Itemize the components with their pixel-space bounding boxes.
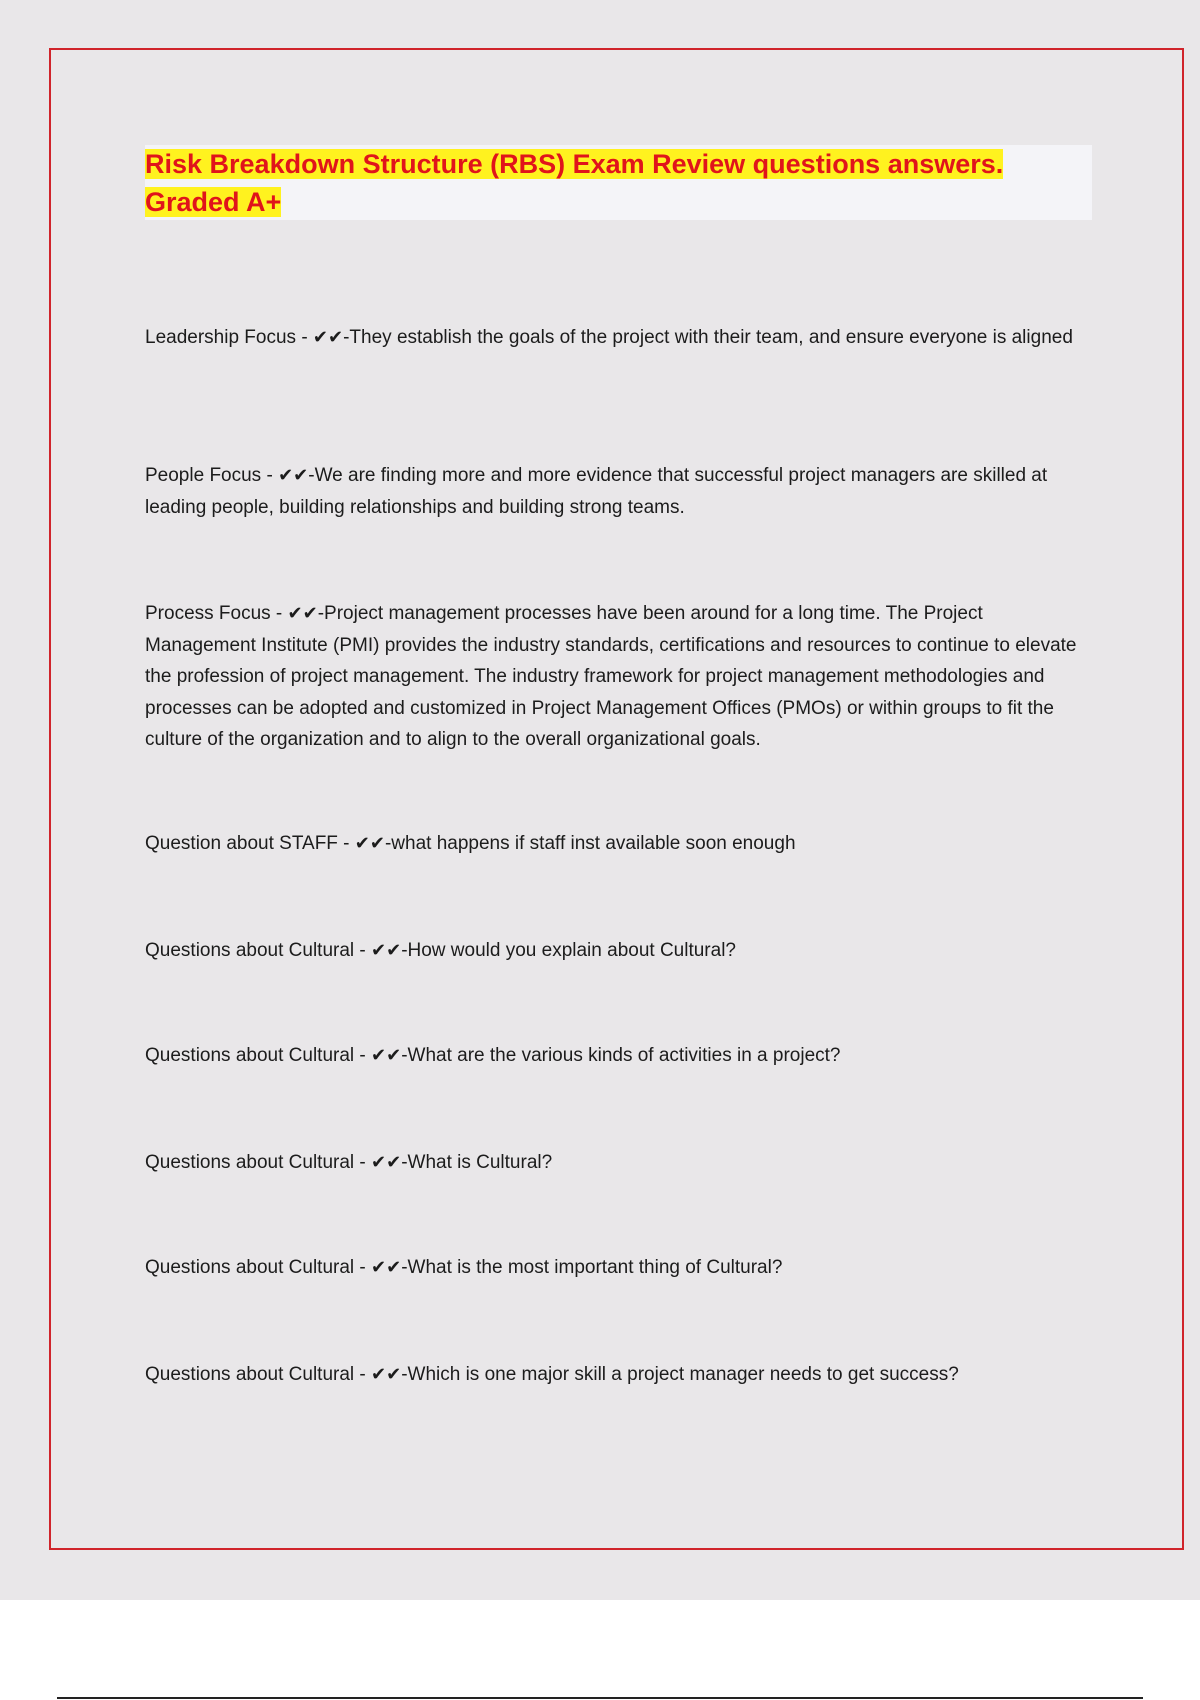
qa-entry <box>145 322 1095 354</box>
entry-term: Questions about Cultural - <box>145 1364 372 1385</box>
document-title-line-1: Risk Breakdown Structure (RBS) Exam Review questions answers. <box>145 149 1004 179</box>
entry-answer: -What is Cultural? <box>401 1152 553 1173</box>
checkmark-icon: ✔✔ <box>354 833 385 854</box>
checkmark-icon: ✔✔ <box>312 327 344 348</box>
qa-entry <box>145 1252 1095 1284</box>
qa-entry <box>145 598 1095 756</box>
entry-term: Leadership Focus - <box>145 327 313 348</box>
entry-term: Questions about Cultural - <box>145 1045 372 1066</box>
entry-term: Questions about Cultural - <box>145 940 372 961</box>
entry-answer: -How would you explain about Cultural? <box>401 940 736 961</box>
title-block <box>145 145 1092 220</box>
entry-term: Question about STAFF - <box>145 833 355 854</box>
checkmark-icon: ✔✔ <box>371 1152 402 1173</box>
qa-entry <box>145 1147 1095 1179</box>
qa-entry <box>145 1359 1095 1391</box>
entry-answer: -We are finding more and more evidence that successful project managers are skilled at leading people, building relationships and building strong teams. <box>145 465 1048 518</box>
entry-answer: -Project management processes have been around for a long time. The Project Management Institute (PMI) provides the industry standards, certifications and resources to continue to elevate the profession of project management. The industry framework for project management methodologies and processes can be adopted and customized in Project Management Offices (PMOs) or within groups to fit the culture of the organization and to align to the overall organizational goals. <box>145 603 1077 750</box>
entry-answer: -what happens if staff inst available soon enough <box>384 833 796 854</box>
next-page-strip <box>0 1600 1200 1700</box>
entry-answer: -What are the various kinds of activities in a project? <box>401 1045 841 1066</box>
document-title <box>145 145 1092 221</box>
checkmark-icon: ✔✔ <box>371 940 402 961</box>
entry-term: Process Focus - <box>145 603 288 624</box>
footer-divider <box>57 1697 1143 1699</box>
qa-entry <box>145 460 1095 523</box>
qa-entry <box>145 828 1095 860</box>
entry-answer: -They establish the goals of the project with their team, and ensure everyone is aligned <box>343 327 1073 348</box>
checkmark-icon: ✔✔ <box>371 1364 402 1385</box>
entry-term: People Focus - <box>145 465 279 486</box>
entry-term: Questions about Cultural - <box>145 1152 372 1173</box>
document-title-line-2: Graded A+ <box>145 187 282 217</box>
qa-entry <box>145 935 1095 967</box>
entry-answer: -What is the most important thing of Cultural? <box>401 1257 783 1278</box>
checkmark-icon: ✔✔ <box>287 603 318 624</box>
checkmark-icon: ✔✔ <box>371 1045 402 1066</box>
page-border-frame <box>49 48 1184 1550</box>
entry-answer: -Which is one major skill a project manager needs to get success? <box>401 1364 959 1385</box>
qa-entry <box>145 1040 1095 1072</box>
checkmark-icon: ✔✔ <box>371 1257 402 1278</box>
checkmark-icon: ✔✔ <box>278 465 309 486</box>
entry-term: Questions about Cultural - <box>145 1257 372 1278</box>
